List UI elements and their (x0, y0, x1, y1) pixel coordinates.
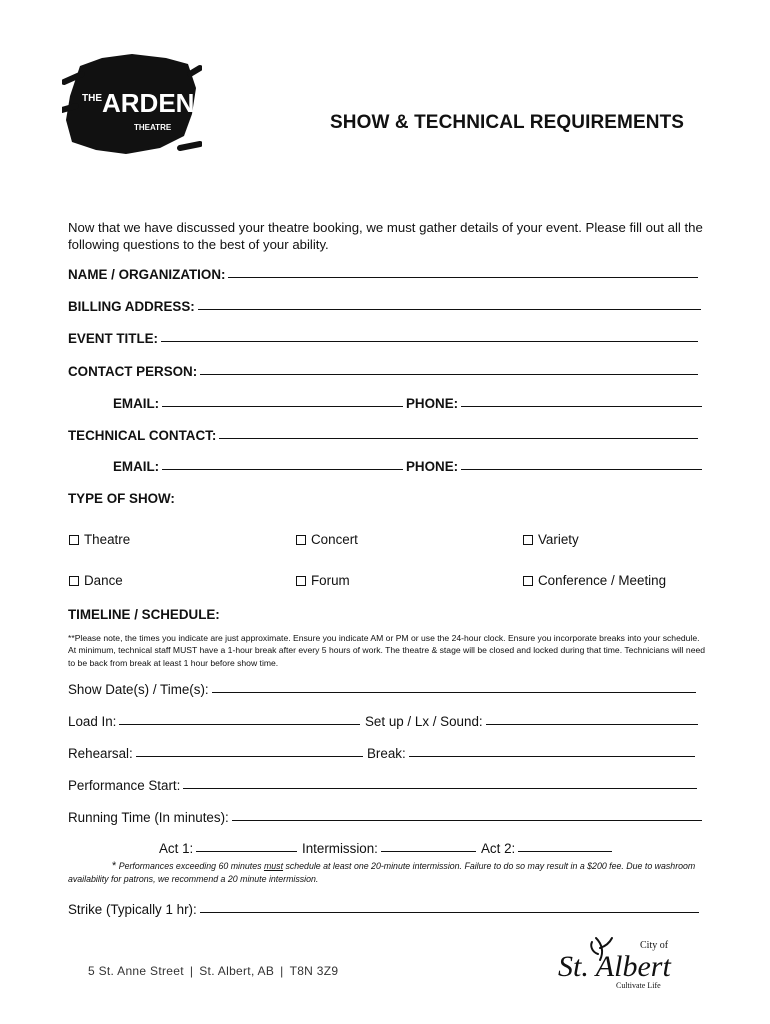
footer-address: 5 St. Anne Street | St. Albert, AB | T8N 3Z9 (88, 964, 339, 978)
checkbox-box[interactable] (69, 535, 79, 545)
phone-label: PHONE: (406, 396, 459, 411)
running-time-field[interactable] (68, 810, 702, 825)
billing-address-line[interactable] (198, 309, 701, 310)
load-in-label: Load In: (68, 714, 117, 729)
timeline-note: **Please note, the times you indicate are just approximate. Ensure you indicate AM or PM or use the 24-hour clock. Ensure you incorporate breaks into your schedule. At minimum, technical staff MUST have a 1-hour break after every 5 hours of work. The theatre & stage will be closed and locked during that time. Technicians will need to be back from break at least 1 hour before show time. (68, 633, 706, 668)
contact-person-line[interactable] (200, 374, 698, 375)
checkbox-box[interactable] (523, 535, 533, 545)
checkbox-dance[interactable] (69, 573, 123, 588)
technical-contact-line[interactable] (219, 438, 698, 439)
show-dates-label: Show Date(s) / Time(s): (68, 682, 209, 697)
tech-phone-line[interactable] (461, 469, 702, 470)
performance-start-label: Performance Start: (68, 778, 181, 793)
setup-label: Set up / Lx / Sound: (365, 714, 483, 729)
seal-tagline: Cultivate Life (616, 981, 661, 990)
checkbox-theatre[interactable] (69, 532, 130, 547)
checkbox-box[interactable] (296, 576, 306, 586)
load-in-line[interactable] (119, 724, 360, 725)
type-of-show-heading: TYPE OF SHOW: (68, 491, 175, 506)
phone-line[interactable] (461, 406, 702, 407)
break-label: Break: (367, 746, 406, 761)
break-line[interactable] (409, 756, 695, 757)
rehearsal-field[interactable] (68, 746, 363, 761)
technical-contact-label: TECHNICAL CONTACT: (68, 428, 217, 443)
tech-email-field[interactable] (113, 459, 403, 474)
checkbox-label: Theatre (84, 532, 131, 547)
setup-field[interactable] (365, 714, 698, 729)
logo-arden: ARDEN (102, 88, 195, 118)
name-organization-label: NAME / ORGANIZATION: (68, 267, 226, 282)
technical-contact-field[interactable] (68, 428, 698, 443)
checkbox-box[interactable] (69, 576, 79, 586)
tech-phone-field[interactable] (406, 459, 702, 474)
performance-start-line[interactable] (183, 788, 697, 789)
act1-field[interactable] (159, 841, 297, 856)
strike-label: Strike (Typically 1 hr): (68, 902, 197, 917)
page-title: SHOW & TECHNICAL REQUIREMENTS (330, 112, 685, 133)
act2-field[interactable] (481, 841, 612, 856)
performance-note (68, 860, 708, 886)
seal-st-albert: St. Albert (558, 950, 671, 983)
event-title-line[interactable] (161, 341, 698, 342)
act1-line[interactable] (196, 851, 297, 852)
phone-field[interactable] (406, 396, 702, 411)
performance-note-star: * (112, 860, 117, 872)
tech-email-label: EMAIL: (113, 459, 160, 474)
email-label: EMAIL: (113, 396, 160, 411)
strike-line[interactable] (200, 912, 699, 913)
running-time-label: Running Time (In minutes): (68, 810, 229, 825)
email-field[interactable] (113, 396, 403, 411)
logo-theatre: THEATRE (134, 123, 172, 132)
act2-label: Act 2: (481, 841, 516, 856)
address-street: 5 St. Anne Street (88, 964, 184, 978)
performance-note-pre: Performances exceeding 60 minutes (116, 861, 264, 871)
email-line[interactable] (162, 406, 403, 407)
intermission-label: Intermission: (302, 841, 378, 856)
checkbox-variety[interactable] (523, 532, 579, 547)
break-field[interactable] (367, 746, 695, 761)
performance-start-field[interactable] (68, 778, 697, 793)
contact-person-label: CONTACT PERSON: (68, 364, 198, 379)
event-title-field[interactable] (68, 331, 698, 346)
show-dates-line[interactable] (212, 692, 696, 693)
billing-address-field[interactable] (68, 299, 701, 314)
load-in-field[interactable] (68, 714, 360, 729)
strike-field[interactable] (68, 902, 699, 917)
address-city: St. Albert, AB (199, 964, 275, 978)
tech-email-line[interactable] (162, 469, 403, 470)
checkbox-label: Concert (311, 532, 358, 547)
checkbox-label: Dance (84, 573, 123, 588)
intro-text: Now that we have discussed your theatre booking, we must gather details of your event. Please fill out all the following questions to the best of your ability. (68, 220, 703, 252)
act2-line[interactable] (518, 851, 612, 852)
intermission-line[interactable] (381, 851, 476, 852)
event-title-label: EVENT TITLE: (68, 331, 159, 346)
rehearsal-label: Rehearsal: (68, 746, 133, 761)
checkbox-label: Conference / Meeting (538, 573, 667, 588)
address-postal: T8N 3Z9 (289, 964, 339, 978)
checkbox-conference-meeting[interactable] (523, 573, 666, 588)
arden-theatre-logo (62, 52, 202, 157)
name-organization-line[interactable] (228, 277, 698, 278)
seal-city-of: City of (640, 940, 669, 951)
city-of-st-albert-logo (556, 934, 696, 990)
name-organization-field[interactable] (68, 267, 698, 282)
timeline-heading: TIMELINE / SCHEDULE: (68, 607, 220, 622)
setup-line[interactable] (486, 724, 698, 725)
show-dates-field[interactable] (68, 682, 696, 697)
performance-note-must: must (263, 861, 284, 871)
checkbox-label: Variety (538, 532, 579, 547)
logo-the: THE (82, 93, 102, 104)
running-time-line[interactable] (232, 820, 702, 821)
intermission-field[interactable] (302, 841, 476, 856)
rehearsal-line[interactable] (136, 756, 363, 757)
billing-address-label: BILLING ADDRESS: (68, 299, 195, 314)
tech-phone-label: PHONE: (406, 459, 459, 474)
checkbox-label: Forum (311, 573, 350, 588)
act1-label: Act 1: (159, 841, 194, 856)
checkbox-forum[interactable] (296, 573, 350, 588)
checkbox-box[interactable] (296, 535, 306, 545)
checkbox-concert[interactable] (296, 532, 358, 547)
checkbox-box[interactable] (523, 576, 533, 586)
contact-person-field[interactable] (68, 364, 698, 379)
performance-note-post: schedule at least one 20-minute intermission. Failure to do so may result in a $200 fee. Due to washroom availability for patrons, we recommend a 20 minute intermission. (68, 861, 696, 884)
